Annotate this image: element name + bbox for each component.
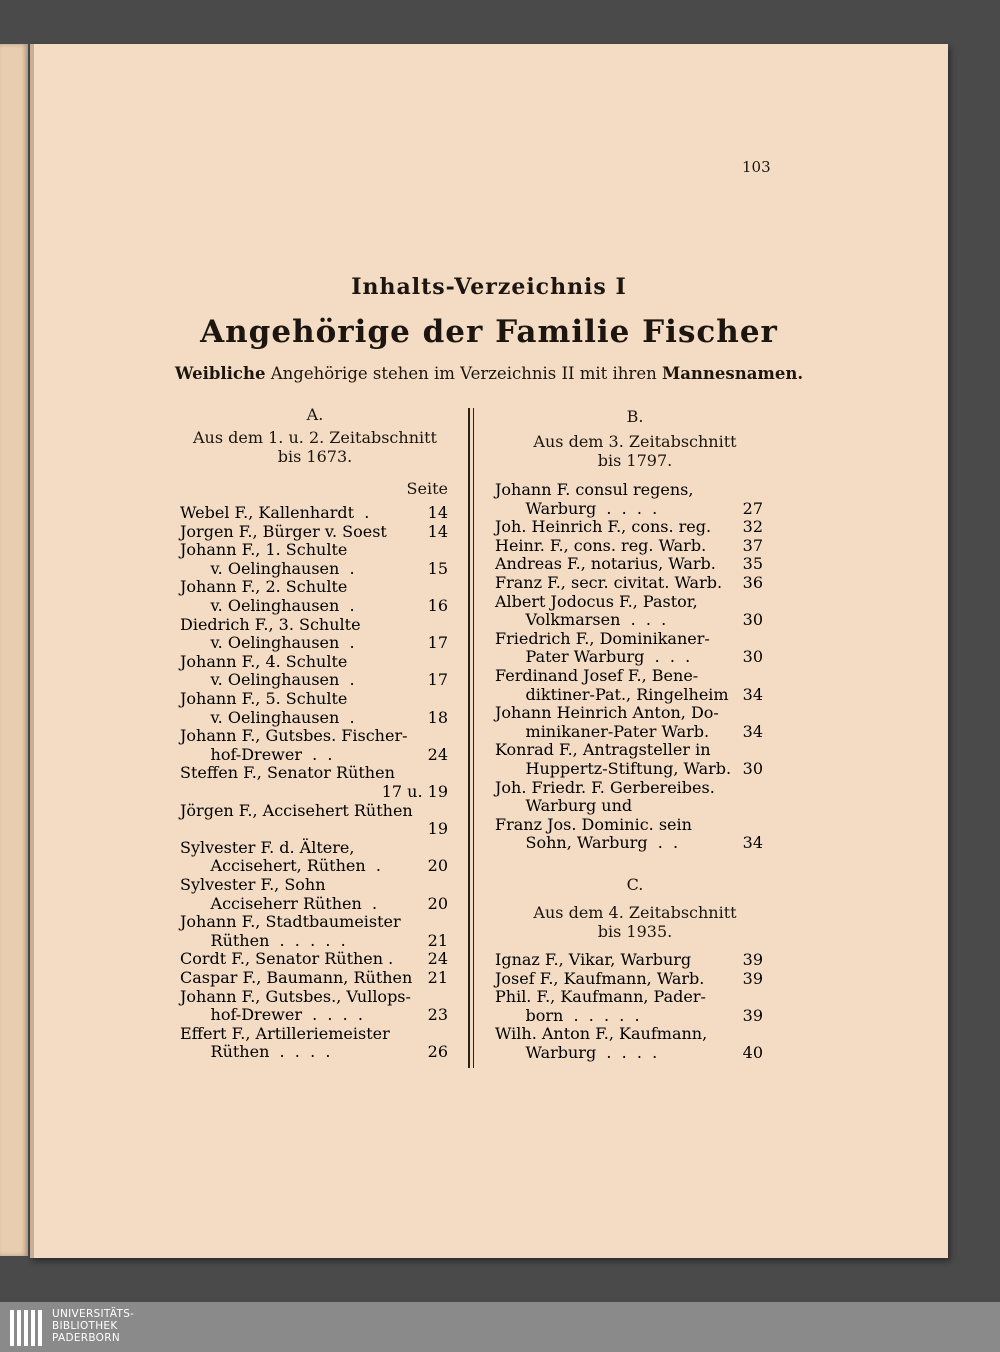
toc-entry-page: 20: [427, 856, 448, 876]
toc-entry-page: 34: [742, 721, 763, 741]
toc-entry-page: 14: [427, 521, 448, 541]
book-page: [30, 44, 948, 1258]
toc-entry-page: 30: [742, 759, 763, 778]
section-a-heading: Aus dem 1. u. 2. Zeitabschnitt: [193, 428, 437, 447]
toc-entry-text: Heinr. F., cons. reg. Warb.: [495, 535, 707, 555]
toc-entry-text: Volkmarsen . . .: [495, 610, 667, 630]
toc-entry-page: 18: [427, 707, 448, 727]
toc-entry-page: 40: [742, 1043, 763, 1062]
logo-line-3: PADERBORN: [52, 1332, 120, 1344]
toc-entry-page: 24: [427, 949, 448, 969]
toc-entry-page: 37: [742, 535, 763, 555]
toc-entry-text: Effert F., Artilleriemeister: [180, 1023, 390, 1043]
toc-entry-text: Johann Heinrich Anton, Do-: [495, 703, 719, 723]
subtitle-bold-end: Mannesnamen.: [661, 364, 804, 383]
toc-entry-text: Ignaz F., Vikar, Warburg: [495, 950, 692, 969]
toc-entry-text: Johann F., 2. Schulte: [180, 577, 348, 597]
toc-entry-page: 19: [427, 819, 448, 839]
logo-line-1: UNIVERSITÄTS-: [52, 1308, 135, 1320]
toc-entry-page: 35: [742, 554, 763, 574]
toc-entry-page: 26: [427, 1042, 448, 1062]
toc-entry-page: 20: [427, 893, 448, 913]
toc-entry-text: Franz Jos. Dominic. sein: [495, 814, 692, 834]
toc-entry-text: v. Oelinghausen .: [180, 558, 355, 578]
toc-entry-text: Sylvester F., Sohn: [180, 875, 326, 894]
toc-entry-page: 36: [742, 573, 763, 592]
seite-label: Seite: [406, 479, 448, 498]
toc-entry-text: Phil. F., Kaufmann, Pader-: [495, 987, 706, 1007]
toc-entry-text: v. Oelinghausen .: [180, 707, 355, 727]
toc-entry-text: Johann F., 1. Schulte: [180, 540, 348, 560]
toc-entry-text: Huppertz-Stiftung, Warb.: [495, 759, 732, 778]
toc-entry-text: Konrad F., Antragsteller in: [495, 740, 711, 760]
library-footer: [0, 1302, 1000, 1352]
toc-entry-text: Pater Warburg . . .: [495, 647, 691, 667]
toc-entry-text: Warburg . . . .: [495, 1043, 658, 1062]
toc-entry-text: Warburg . . . .: [495, 498, 658, 518]
toc-entry-page: 23: [427, 1005, 448, 1025]
toc-entry-text: Johann F., Gutsbes., Vullops-: [180, 986, 411, 1006]
toc-entry-page: 21: [427, 930, 448, 950]
toc-entry-text: Webel F., Kallenhardt .: [180, 503, 370, 522]
toc-entry-text: Ferdinand Josef F., Bene-: [495, 666, 699, 685]
page-title: Angehörige der Familie Fischer: [200, 314, 778, 350]
section-a-letter: A.: [306, 405, 324, 424]
toc-entry-page: 34: [742, 833, 763, 853]
toc-entry-text: Joh. Heinrich F., cons. reg.: [495, 517, 712, 537]
toc-entry-text: Johann F., Gutsbes. Fischer-: [180, 726, 408, 746]
toc-entry-text: Josef F., Kaufmann, Warb.: [495, 968, 705, 988]
toc-entry-text: minikaner-Pater Warb.: [495, 721, 710, 741]
toc-entry-text: Franz F., secr. civitat. Warb.: [495, 573, 723, 592]
toc-entry-page: 21: [427, 968, 448, 987]
section-c-heading: Aus dem 4. Zeitabschnitt: [533, 903, 737, 922]
toc-entry-text: Acciseherr Rüthen .: [180, 893, 378, 913]
toc-entry-text: Johann F. consul regens,: [495, 480, 694, 499]
library-logo-text: [52, 1308, 134, 1344]
toc-entry-text: born . . . . .: [495, 1005, 640, 1025]
toc-entry-text: Rüthen . . . .: [180, 1042, 331, 1062]
section-b-heading: Aus dem 3. Zeitabschnitt: [533, 432, 737, 451]
toc-entry-text: Wilh. Anton F., Kaufmann,: [495, 1024, 708, 1044]
toc-entry-page: 17: [427, 633, 448, 653]
toc-entry-page: 39: [742, 968, 763, 988]
left-page-edge: [0, 44, 28, 1256]
column-divider: [468, 408, 470, 1068]
toc-entry-page: 17 u. 19: [381, 782, 448, 801]
toc-entry-text: v. Oelinghausen .: [180, 633, 355, 653]
toc-entry-page: 30: [742, 647, 763, 667]
toc-entry-page: 30: [742, 610, 763, 630]
toc-entry-text: Johann F., Stadtbaumeister: [180, 912, 401, 932]
page-gutter: [30, 44, 34, 1258]
toc-entry-page: 17: [427, 670, 448, 690]
toc-entry-text: Accisehert, Rüthen .: [180, 856, 381, 876]
subtitle-bold-start: Weibliche: [174, 364, 266, 383]
toc-entry-text: Steffen F., Senator Rüthen: [180, 763, 395, 783]
toc-entry-text: Diedrich F., 3. Schulte: [180, 614, 361, 634]
toc-entry-text: hof-Drewer . . . .: [180, 1005, 363, 1025]
section-b-heading-2: bis 1797.: [597, 451, 673, 470]
toc-entry-text: Sohn, Warburg . .: [495, 833, 679, 853]
subtitle: [30, 364, 948, 383]
toc-entry-text: Jörgen F., Accisehert Rüthen: [180, 800, 413, 820]
column-divider-thin: [473, 408, 474, 1068]
toc-entry-text: hof-Drewer . .: [180, 744, 333, 764]
toc-entry-text: Warburg und: [495, 796, 633, 816]
toc-entry-text: diktiner-Pat., Ringelheim: [495, 684, 729, 704]
toc-entry-page: 27: [742, 498, 763, 518]
toc-entry-text: v. Oelinghausen .: [180, 596, 355, 615]
section-c-letter: C.: [626, 875, 644, 894]
toc-entry-text: Jorgen F., Bürger v. Soest: [180, 521, 387, 541]
toc-entry-text: Cordt F., Senator Rüthen .: [180, 949, 394, 969]
section-c-heading-2: bis 1935.: [597, 922, 673, 941]
subtitle-middle: Angehörige stehen im Verzeichnis II mit ihren: [270, 364, 657, 383]
toc-entry-page: 15: [427, 558, 448, 578]
section-b-letter: B.: [626, 407, 644, 426]
toc-entry-text: Joh. Friedr. F. Gerbereibes.: [495, 777, 715, 797]
toc-entry-text: Caspar F., Baumann, Rüthen: [180, 968, 413, 987]
toc-entry-page: 39: [742, 1005, 763, 1025]
toc-entry-page: 39: [742, 950, 763, 969]
page-number: 103: [742, 158, 771, 176]
toc-entry-text: v. Oelinghausen .: [180, 670, 355, 690]
toc-entry-text: Andreas F., notarius, Warb.: [495, 554, 716, 574]
section-a-heading-2: bis 1673.: [277, 447, 353, 466]
toc-entry-text: Rüthen . . . . .: [180, 930, 346, 950]
toc-entry-text: Johann F., 5. Schulte: [180, 689, 348, 708]
toc-entry-page: 24: [427, 744, 448, 764]
toc-entry-page: 16: [427, 596, 448, 615]
logo-line-2: BIBLIOTHEK: [52, 1320, 118, 1332]
toc-entry-page: 14: [427, 503, 448, 522]
toc-entry-text: Friedrich F., Dominikaner-: [495, 628, 710, 648]
toc-heading: Inhalts-Verzeichnis I: [351, 274, 627, 300]
toc-entry-text: Albert Jodocus F., Pastor,: [495, 591, 698, 611]
toc-entry-page: 34: [742, 684, 763, 704]
toc-entry-page: 32: [742, 517, 763, 537]
toc-entry-text: Sylvester F. d. Ältere,: [180, 837, 355, 857]
toc-entry-text: Johann F., 4. Schulte: [180, 651, 348, 671]
